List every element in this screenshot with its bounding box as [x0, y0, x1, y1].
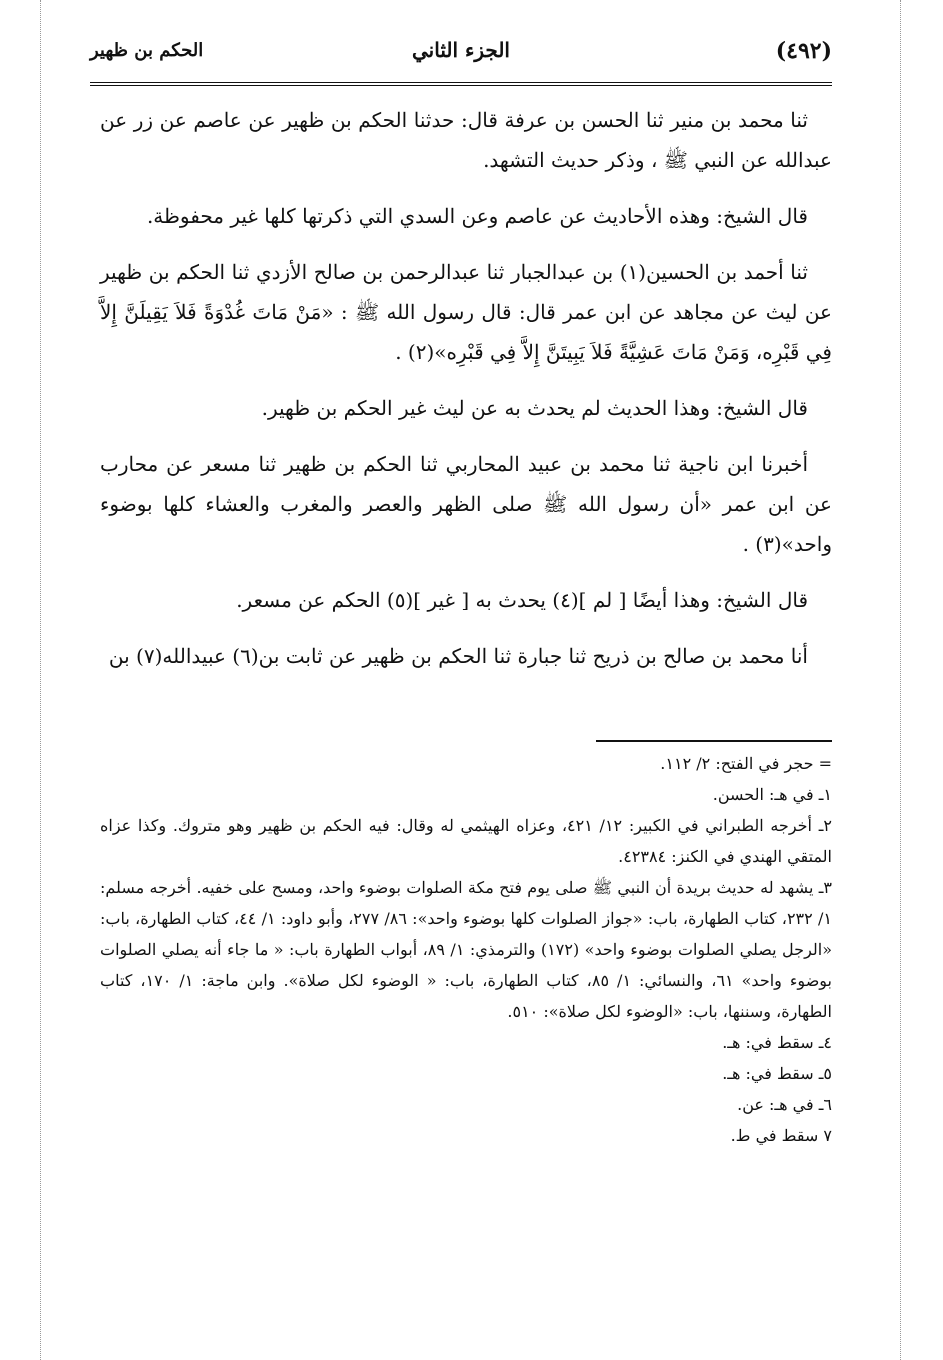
footnote: ٥ـ سقط في: هـ. — [722, 1064, 832, 1083]
part-title: الجزء الثاني — [412, 38, 510, 62]
paragraph: قال الشيخ: وهذه الأحاديث عن عاصم وعن السدي التي ذكرتها كلها غير محفوظة. — [146, 204, 808, 228]
paragraph: قال الشيخ: وهذا الحديث لم يحدث به عن ليث غير الحكم بن ظهير. — [261, 396, 808, 420]
header-rule — [90, 82, 832, 86]
main-text — [100, 100, 832, 692]
footnote: = حجر في الفتح: ٢/ ١١٢. — [660, 754, 832, 773]
narrator-title: الحكم بن ظهير — [90, 40, 204, 61]
paragraph: أخبرنا ابن ناجية ثنا محمد بن عبيد المحاربي ثنا الحكم بن ظهير ثنا مسعر عن محارب عن ابن عمر «أن رسول الله ﷺ صلى الظهر والعصر والمغرب والعشاء كلها بوضوء واحد»(٣) . — [100, 452, 832, 556]
paragraph: ثنا أحمد بن الحسين(١) بن عبدالجبار ثنا عبدالرحمن بن صالح الأزدي ثنا الحكم بن ظهير عن ليث عن مجاهد عن ابن عمر قال: قال رسول الله ﷺ : «مَنْ مَاتَ غُدْوَةً فَلاَ يَقِيلَنَّ إِلاَّ فِي قَبْرِه، وَمَنْ مَاتَ عَشِيَّةً فَلاَ يَبِيتَنَّ إِلاَّ فِي قَبْرِه»(٢) . — [100, 260, 832, 364]
footnote: ٢ـ أخرجه الطبراني في الكبير: ١٢/ ٤٢١، وعزاه الهيثمي له وقال: فيه الحكم بن ظهير وهو متروك. وكذا عزاه المتقي الهندي في الكنز: ٤٢٣٨٤. — [100, 816, 832, 866]
footnote: ٤ـ سقط في: هـ. — [722, 1033, 832, 1052]
scan-margin-left — [40, 0, 41, 1360]
paragraph: ثنا محمد بن منير ثنا الحسن بن عرفة قال: حدثنا الحكم بن ظهير عن عاصم عن زر عن عبدالله عن النبي ﷺ ، وذكر حديث التشهد. — [100, 108, 832, 172]
footnotes — [100, 748, 832, 1151]
footnote: ٧ سقط في ط. — [730, 1126, 832, 1145]
page-number: (٤٩٢) — [775, 38, 832, 64]
paragraph: أنا محمد بن صالح بن ذريح ثنا جبارة ثنا الحكم بن ظهير عن ثابت بن(٦) عبيدالله(٧) بن — [108, 644, 808, 668]
page-header — [90, 36, 832, 80]
footnote: ٣ـ يشهد له حديث بريدة أن النبي ﷺ صلى يوم فتح مكة الصلوات بوضوء واحد، ومسح على خفيه. أخرجه مسلم: ١/ ٢٣٢، كتاب الطهارة، باب: «جواز الصلوات كلها بوضوء واحد»: ٨٦/ ٢٧٧، وأبو داود: ١/ ٤٤، كتاب الطهارة، باب: «الرجل يصلي الصلوات بوضوء واحد» (١٧٢) والترمذي: ١/ ٨٩، أبواب الطهارة باب: « ما جاء أنه يصلي الصلوات بوضوء واحد» ٦١، والنسائي: ١/ ٨٥، كتاب الطهارة، باب: « الوضوء لكل صلاة». وابن ماجة: ١/ ١٧٠، كتاب الطهارة، وسننها، باب: «الوضوء لكل صلاة»: ٥١٠. — [100, 878, 833, 1021]
scan-margin-right — [900, 0, 901, 1360]
paragraph: قال الشيخ: وهذا أيضًا [ لم ](٤) يحدث به [ غير ](٥) الحكم عن مسعر. — [236, 588, 808, 612]
footnote: ١ـ في هـ: الحسن. — [712, 785, 832, 804]
footnote: ٦ـ في هـ: عن. — [737, 1095, 832, 1114]
footnote-rule — [596, 740, 832, 742]
